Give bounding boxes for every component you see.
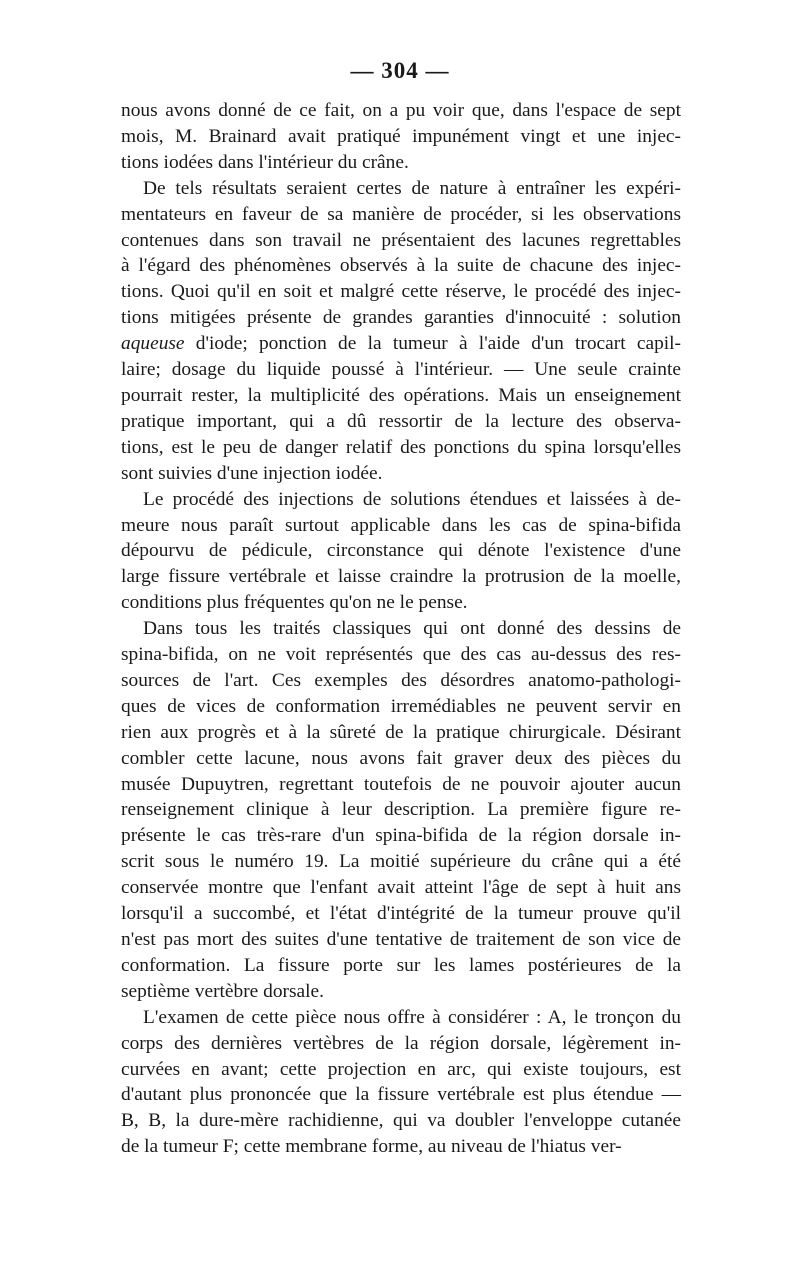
text-line: conditions plus fréquentes qu'on ne le pense. xyxy=(121,592,468,614)
text-line: tions mitigées présente de grandes garanties d'innocuité : solution xyxy=(121,307,681,329)
paragraph xyxy=(121,616,681,1005)
text-line: Le procédé des injections de solutions étendues et laissées à de- xyxy=(143,488,681,510)
text-line: laire; dosage du liquide poussé à l'intérieur. — Une seule crainte xyxy=(121,359,681,381)
text-line: présente le cas très-rare d'un spina-bifida de la région dorsale in- xyxy=(121,825,681,847)
text-line: scrit sous le numéro 19. La moitié supérieure du crâne qui a été xyxy=(121,851,681,873)
text-line: conformation. La fissure porte sur les lames postérieures de la xyxy=(121,954,681,976)
text-line: à l'égard des phénomènes observés à la suite de chacune des injec- xyxy=(121,255,681,277)
text-line: sont suivies d'une injection iodée. xyxy=(121,462,383,484)
text-line: dépourvu de pédicule, circonstance qui dénote l'existence d'une xyxy=(121,540,681,562)
text-line: lorsqu'il a succombé, et l'état d'intégrité de la tumeur prouve qu'il xyxy=(121,903,681,925)
text-line: tions. Quoi qu'il en soit et malgré cette réserve, le procédé des injec- xyxy=(121,281,681,303)
text-line: large fissure vertébrale et laisse craindre la protrusion de la moelle, xyxy=(121,566,681,588)
paragraph xyxy=(121,176,681,487)
text-line: B, B, la dure-mère rachidienne, qui va doubler l'enveloppe cutanée xyxy=(121,1110,681,1132)
text-line: conservée montre que l'enfant avait atteint l'âge de sept à huit ans xyxy=(121,877,681,899)
text-line: meure nous paraît surtout applicable dans les cas de spina-bifida xyxy=(121,514,681,536)
text-line: curvées en avant; cette projection en arc, qui existe toujours, est xyxy=(121,1058,681,1080)
text-line: musée Dupuytren, regrettant toutefois de ne pouvoir ajouter aucun xyxy=(121,773,681,795)
text-line: tions iodées dans l'intérieur du crâne. xyxy=(121,151,409,173)
text-line: rien aux progrès et à la sûreté de la pratique chirurgicale. Désirant xyxy=(121,721,681,743)
text-line: de la tumeur F; cette membrane forme, au niveau de l'hiatus ver- xyxy=(121,1136,622,1158)
page-number: — 304 — xyxy=(350,58,450,83)
text-line: L'examen de cette pièce nous offre à considérer : A, le tronçon du xyxy=(143,1006,681,1028)
text-line: De tels résultats seraient certes de nature à entraîner les expéri- xyxy=(143,177,681,199)
text-line: corps des dernières vertèbres de la région dorsale, légèrement in- xyxy=(121,1032,681,1054)
paragraph xyxy=(121,98,681,176)
body-text xyxy=(121,98,681,1160)
text-line: aqueuse d'iode; ponction de la tumeur à l'aide d'un trocart capil- xyxy=(121,333,681,355)
text-line: d'autant plus prononcée que la fissure vertébrale est plus étendue — xyxy=(121,1084,681,1106)
text-line: mois, M. Brainard avait pratiqué impunément vingt et une injec- xyxy=(121,125,681,147)
paragraph xyxy=(121,487,681,617)
text-line: pourrait rester, la multiplicité des opérations. Mais un enseignement xyxy=(121,384,681,406)
text-line: spina-bifida, on ne voit représentés que des cas au-dessus des res- xyxy=(121,644,681,666)
text-line: ques de vices de conformation irremédiables ne peuvent servir en xyxy=(121,695,681,717)
text-line: pratique important, qui a dû ressortir de la lecture des observa- xyxy=(121,410,681,432)
text-line: contenues dans son travail ne présentaient des lacunes regrettables xyxy=(121,229,681,251)
text-line: nous avons donné de ce fait, on a pu voir que, dans l'espace de sept xyxy=(121,100,681,121)
text-line: renseignement clinique à leur description. La première figure re- xyxy=(121,799,681,821)
text-line: tions, est le peu de danger relatif des ponctions du spina lorsqu'elles xyxy=(121,436,681,458)
paragraph xyxy=(121,1005,681,1160)
text-line: septième vertèbre dorsale. xyxy=(121,980,324,1002)
text-line: combler cette lacune, nous avons fait graver deux des pièces du xyxy=(121,747,681,769)
text-line: Dans tous les traités classiques qui ont donné des dessins de xyxy=(143,618,681,640)
text-line: sources de l'art. Ces exemples des désordres anatomo-pathologi- xyxy=(121,669,681,691)
italic-word: aqueuse xyxy=(121,333,185,355)
text-line: mentateurs en faveur de sa manière de procéder, si les observations xyxy=(121,203,681,225)
text-line: n'est pas mort des suites d'une tentative de traitement de son vice de xyxy=(121,929,681,950)
